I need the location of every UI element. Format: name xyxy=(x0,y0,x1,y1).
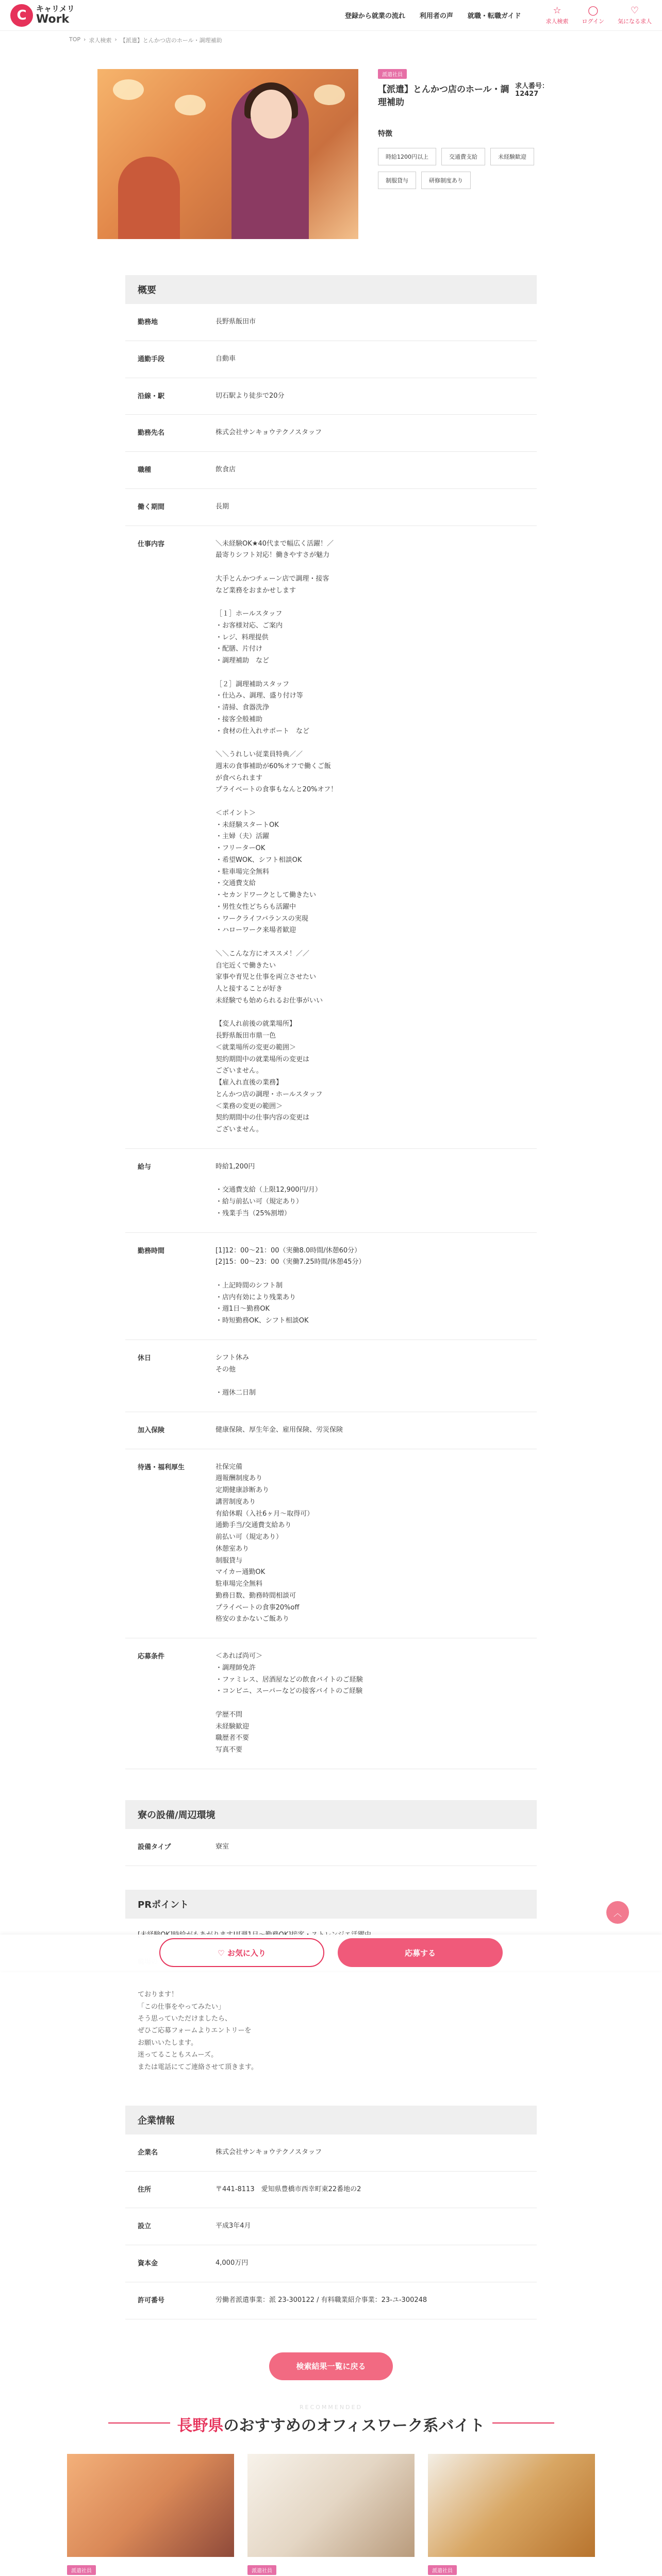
recommend-section xyxy=(0,2404,662,2576)
feature-tag: 未経験歓迎 xyxy=(490,148,534,165)
company-heading: 企業情報 xyxy=(125,2106,537,2134)
job-card[interactable]: 派遣社員 xyxy=(67,2454,234,2576)
features-list xyxy=(378,148,565,189)
chevron-up-icon: ︿ xyxy=(613,1908,622,1918)
recommend-title: 長野県のおすすめのオフィスワーク系バイト xyxy=(177,2416,485,2435)
table-row: 加入保険 健康保険、厚生年金、雇用保険、労災保険 xyxy=(125,1412,537,1449)
job-title: 【派遣】とんかつ店のホール・調理補助 xyxy=(378,84,509,108)
table-row: 沿線・駅 切石駅より徒歩で20分 xyxy=(125,378,537,415)
feature-tag: 制服貸与 xyxy=(378,172,416,189)
site-logo[interactable] xyxy=(10,4,75,27)
feature-tag: 交通費支給 xyxy=(441,148,485,165)
nav-guide[interactable]: 就職・転職ガイド xyxy=(467,12,521,20)
table-row: 仕事内容 ＼未経験OK★40代まで幅広く活躍！／ 最寄りシフト対応！働きやすさが魅力 大手とんかつチェーン店で調理・接客 など業務をおまかせします ［１］ホールスタッフ ・お客様対応、ご案内 ・レジ、料理提供 ・配膳、片付け ・調理補助 など ［２］調理補助スタッフ ・仕込み、調理、盛り付け等 ・清掃、食器洗浄 ・接客全般補助 ・食材の仕入れサポート など ＼＼うれしい従業員特典／／ 週末の食事補助が60%オフで働くご飯 が食べられます プライベートの食事もなんと20%オフ！ ＜ポイント＞ ・未経験スタートOK ・主婦（夫）活躍 ・フリーターOK ・希望WOK、シフト相談OK ・駐車場完全無料 ・交通費支給 ・セカンドワークとして働きたい ・男性女性どちらも活躍中 ・ワークライフバランスの実現 ・ハローワーク来場者歓迎 ＼＼こんな方にオススメ！／／ 自宅近くで働きたい 家事や育児と仕事を両立させたい 人と接することが好き 未経験でも始められるお仕事がいい 【変人れ前後の就業場所】 長野県飯田市鼎一色 ＜就業場所の変更の範囲＞ 契約期間中の就業場所の変更は ございません。 【雇入れ直後の業務】 とんかつ店の調理・ホールスタッフ ＜業務の変更の範囲＞ 契約期間中の仕事内容の変更は ございません。 xyxy=(125,526,537,1149)
header-favorites[interactable]: ♡ 気になる求人 xyxy=(618,5,652,25)
card-image xyxy=(428,2454,595,2557)
breadcrumb: TOP › 求人検索 › 【派遣】とんかつ店のホール・調理補助 xyxy=(69,36,222,44)
company-section xyxy=(125,2106,537,2319)
employment-tag: 派遣社員 xyxy=(378,69,407,79)
pr-body: ております！ 「この仕事をやってみたい」 そう思っていただけましたら、 ぜひご応募フォームよりエントリーを お願いいたします。 迷ってることもスムーズ。 または電話にてご連絡させて頂きます。 xyxy=(138,1991,258,2071)
header-login[interactable]: ◯ ログイン xyxy=(582,5,604,25)
table-row: 勤務先名 株式会社サンキョウテクノスタッフ xyxy=(125,415,537,452)
recommend-sub: RECOMMENDED xyxy=(300,2403,362,2411)
nav-flow[interactable]: 登録から就業の流れ xyxy=(344,12,405,20)
page-top-button[interactable] xyxy=(606,1901,629,1924)
heart-icon: ♡ xyxy=(630,5,639,16)
logo-mark: C xyxy=(10,4,33,27)
user-icon: ◯ xyxy=(588,5,599,16)
table-row: 待遇・福利厚生 社保完備 週報酬制度あり 定期健康診断あり 講習制度あり 有給休暇（入社6ヶ月〜取得可） 通勤手当/交通費支給あり 前払い可（規定あり） 休憩室あり 制服貸与 マイカー通勤OK 駐車場完全無料 勤務日数、勤務時間相談可 プライベートの食事20%off 格安のまかないご飯あり xyxy=(125,1449,537,1639)
facility-heading: 寮の設備/周辺環境 xyxy=(125,1800,537,1829)
table-row: 勤務地 長野県飯田市 xyxy=(125,304,537,341)
nav-voices[interactable]: 利用者の声 xyxy=(419,12,453,20)
table-row: 住所 〒441-8113 愛知県豊橋市西幸町東22番地の2 xyxy=(125,2172,537,2209)
job-card[interactable]: 派遣社員 xyxy=(247,2454,415,2576)
table-row: 設立 平成3年4月 xyxy=(125,2208,537,2245)
features-heading: 特徴 xyxy=(378,130,392,138)
pr-heading: PRポイント xyxy=(125,1890,537,1919)
apply-button[interactable]: 応募する xyxy=(338,1938,503,1967)
floating-action-bar xyxy=(0,1935,662,1971)
table-row: 給与 時給1,200円 ・交通費支給（上限12,900円/月） ・給与前払い可（規定あり） ・残業手当（25%割増） xyxy=(125,1149,537,1233)
logo-line2: Work xyxy=(36,12,70,26)
table-row: 設備タイプ 寮室 xyxy=(125,1829,537,1866)
facility-section xyxy=(125,1800,537,1866)
breadcrumb-search[interactable]: 求人検索 xyxy=(89,37,112,44)
header-search[interactable]: ☆ 求人検索 xyxy=(545,5,569,25)
table-row: 応募条件 ＜あれば尚可＞ ・調理師免許 ・ファミレス、居酒屋などの飲食バイトのご経験 ・コンビニ、スーパーなどの接客バイトのご経験 学歴不問 未経験歓迎 職歴者不要 写真不要 xyxy=(125,1638,537,1769)
feature-tag: 研修制度あり xyxy=(421,172,471,189)
favorite-button[interactable]: ♡ お気に入り xyxy=(159,1938,324,1967)
card-image xyxy=(67,2454,234,2557)
logo-line1: キャリメリ xyxy=(36,4,75,14)
feature-tag: 時給1200円以上 xyxy=(378,148,436,165)
table-row: 勤務時間 [1]12：00〜21：00（実働8.0時間/休憩60分） [2]15：00〜23：00（実働7.25時間/休憩45分） ・上記時間のシフト制 ・店内有効により残業あり ・週1日〜勤務OK ・時短勤務OK、シフト相談OK xyxy=(125,1233,537,1340)
header-nav xyxy=(345,5,652,25)
overview-heading: 概要 xyxy=(125,275,537,304)
table-row: 職種 飲食店 xyxy=(125,452,537,489)
back-to-results-button[interactable]: 検索結果一覧に戻る xyxy=(269,2352,393,2380)
table-row: 企業名 株式会社サンキョウテクノスタッフ xyxy=(125,2134,537,2172)
table-row: 資本金 4,000万円 xyxy=(125,2245,537,2282)
site-header xyxy=(0,0,662,31)
table-row: 通勤手段 自動車 xyxy=(125,341,537,378)
breadcrumb-top[interactable]: TOP xyxy=(69,36,81,43)
job-photo xyxy=(97,69,358,239)
star-icon: ☆ xyxy=(553,5,561,16)
card-image xyxy=(247,2454,415,2557)
breadcrumb-current: 【派遣】とんかつ店のホール・調理補助 xyxy=(120,37,222,44)
job-card[interactable]: 派遣社員 xyxy=(428,2454,595,2576)
table-row: 許可番号 労働者派遣事業：派 23-300122 / 有料職業紹介事業：23-ユ-300248 xyxy=(125,2282,537,2319)
table-row: 働く期間 長期 xyxy=(125,489,537,526)
table-row: 休日 シフト休み その他 ・週休二日制 xyxy=(125,1340,537,1412)
job-number: 求人番号：12427 xyxy=(515,82,549,98)
overview-section xyxy=(125,275,537,1769)
